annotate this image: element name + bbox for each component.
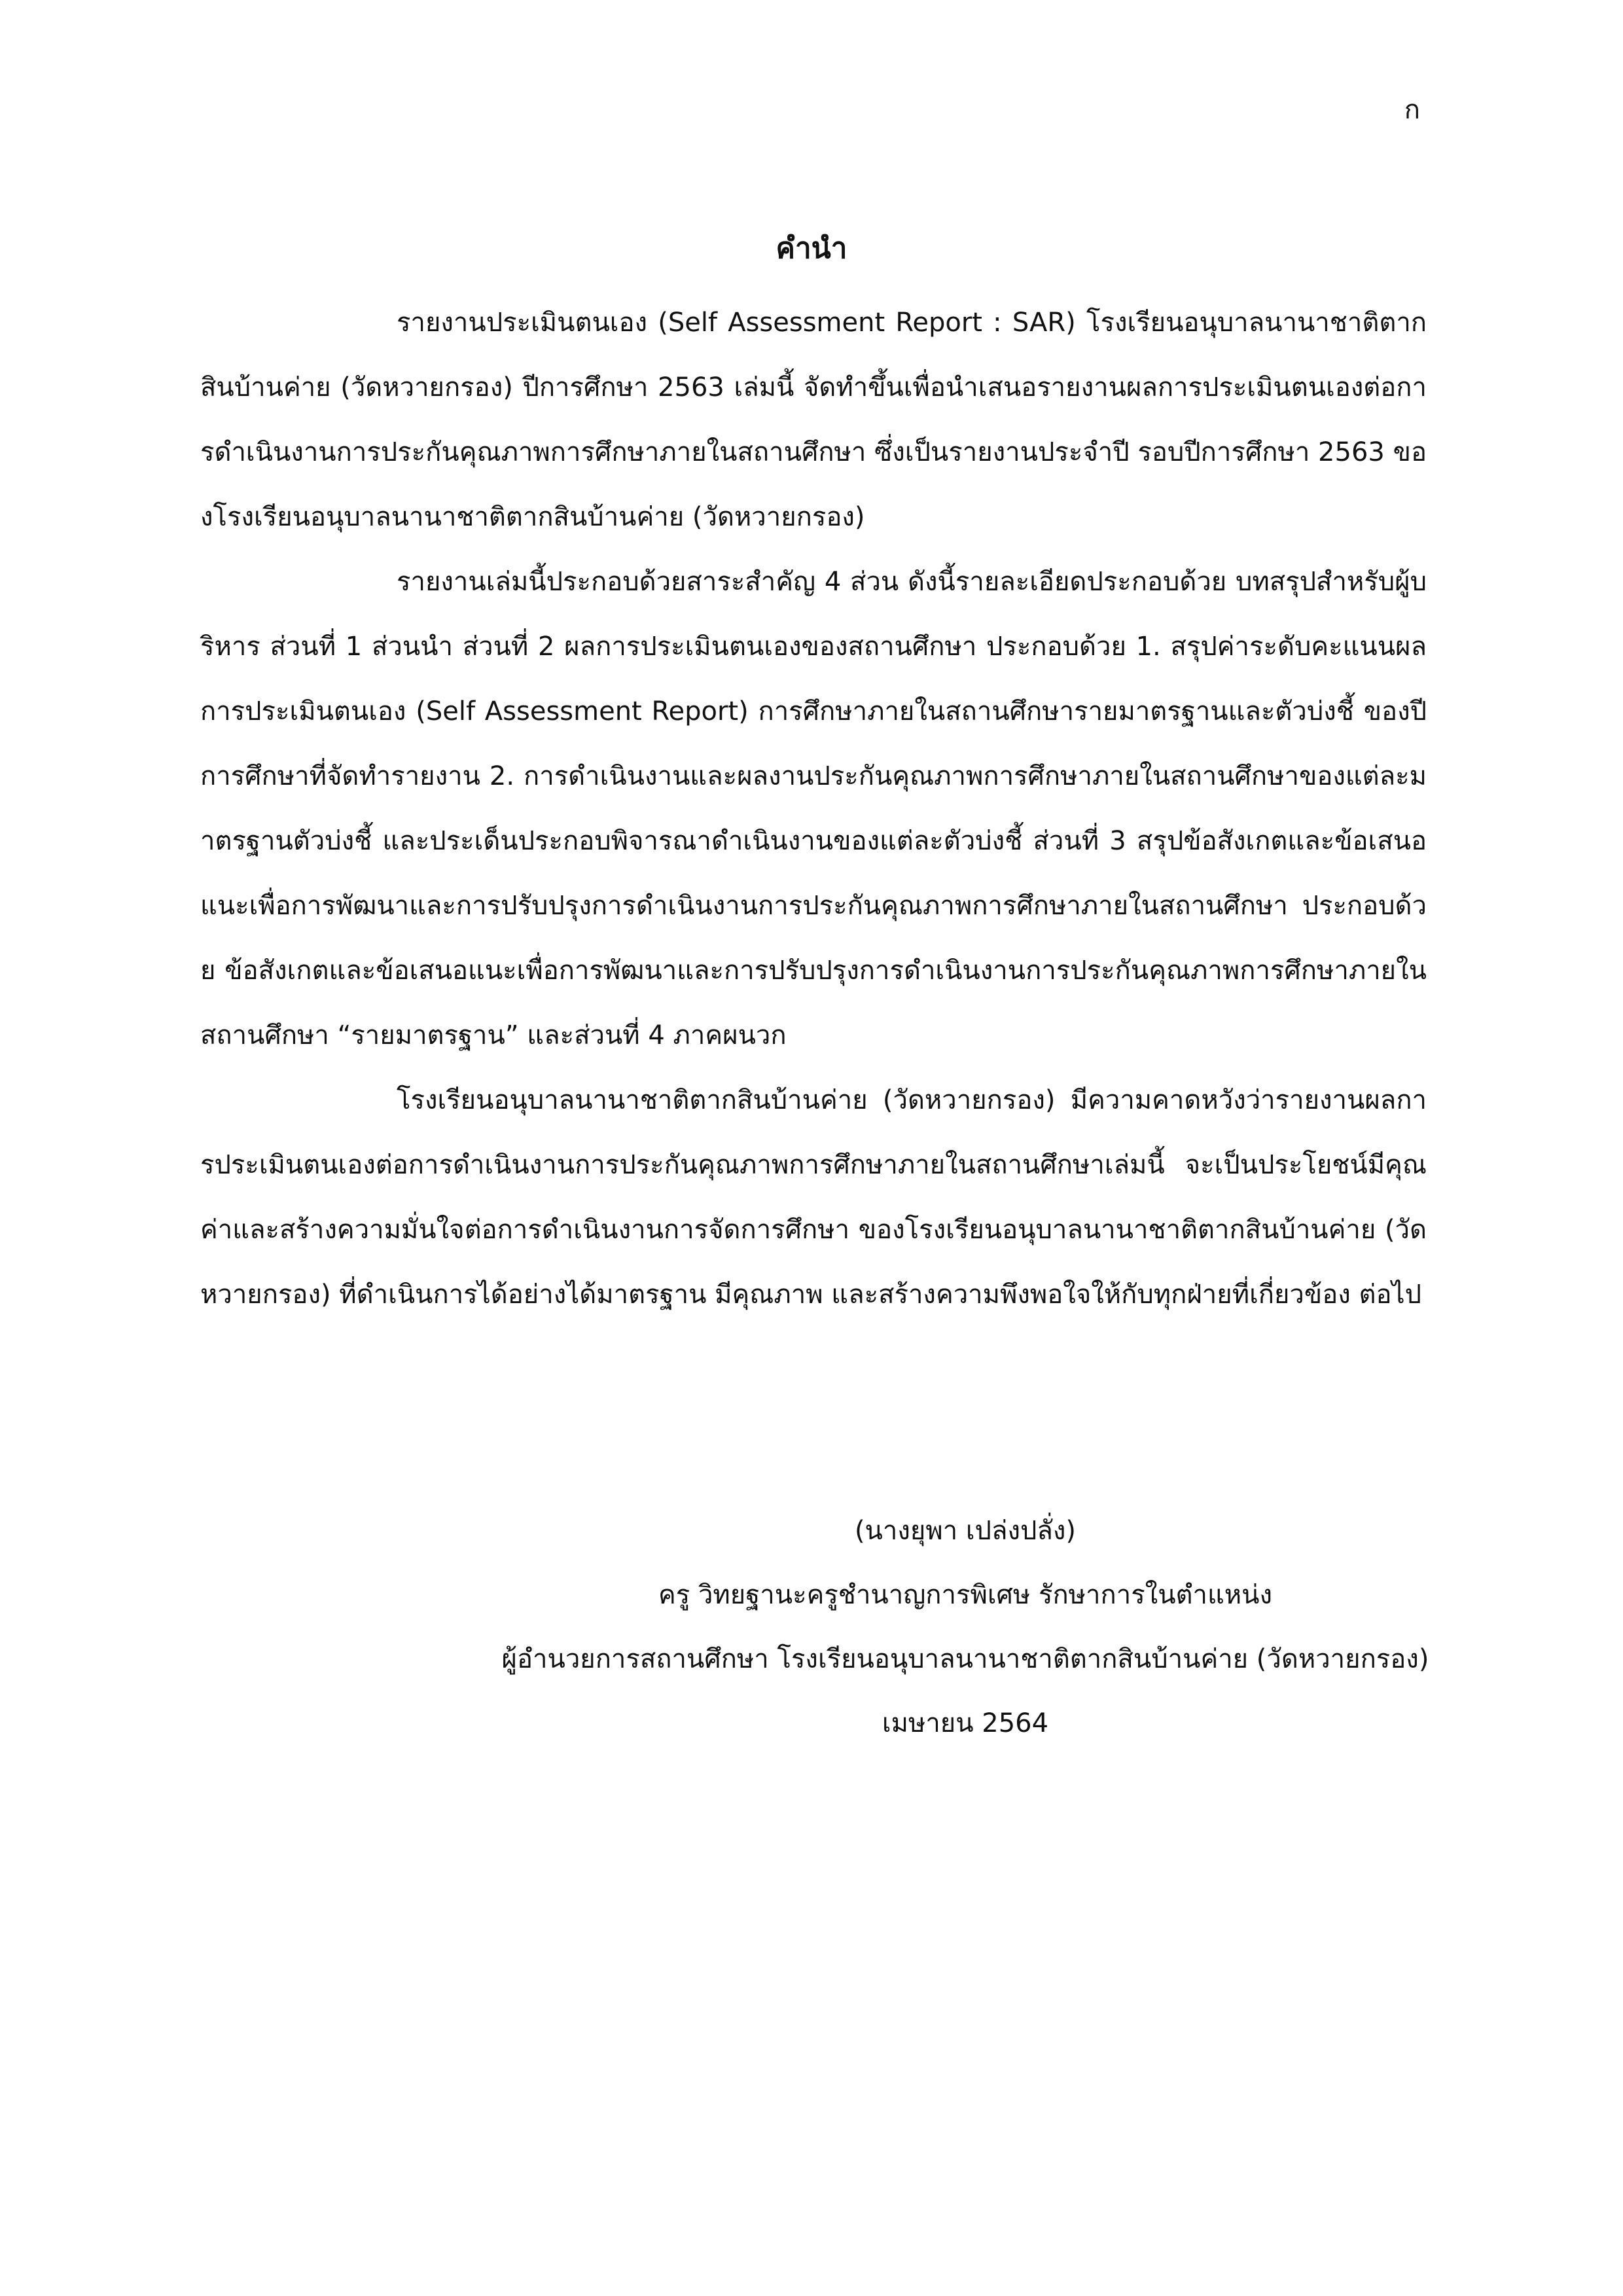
signer-name: (นางยุพา เปล่งปลั่ง) <box>854 1516 1077 1546</box>
paragraph: รายงานประเมินตนเอง (Self Assessment Report : SAR) โรงเรียนอนุบาลนานาชาติตากสินบ้านค่าย (วัดหวายกรอง) ปีการศึกษา 2563 เล่มนี้ จัดทำขึ้นเพื่อนำเสนอรายงานผลการประเมินตนเองต่อการดำเนินงานการประกันคุณภาพการศึกษาภายในสถานศึกษา ซึ่งเป็นรายงานประจำปี รอบปีการศึกษา 2563 ของโรงเรียนอนุบาลนานาชาติตากสินบ้านค่าย (วัดหวายกรอง) <box>200 308 1427 532</box>
body-text <box>200 291 1427 1327</box>
paragraph: รายงานเล่มนี้ประกอบด้วยสาระสำคัญ 4 ส่วน ดังนี้รายละเอียดประกอบด้วย บทสรุปสำหรับผู้บริหาร ส่วนที่ 1 ส่วนนำ ส่วนที่ 2 ผลการประเมินตนเองของสถานศึกษา ประกอบด้วย 1. สรุปค่าระดับคะแนนผลการประเมินตนเอง (Self Assessment Report) การศึกษาภายในสถานศึกษารายมาตรฐานและตัวบ่งชี้ ของปีการศึกษาที่จัดทำรายงาน 2. การดำเนินงานและผลงานประกันคุณภาพการศึกษาภายในสถานศึกษาของแต่ละมาตรฐานตัวบ่งชี้ และประเด็นประกอบพิจารณาดำเนินงานของแต่ละตัวบ่งชี้ ส่วนที่ 3 สรุปข้อสังเกตและข้อเสนอแนะเพื่อการพัฒนาและการปรับปรุงการดำเนินงานการประกันคุณภาพการศึกษาภายในสถานศึกษา ประกอบด้วย ข้อสังเกตและข้อเสนอแนะเพื่อการพัฒนาและการปรับปรุงการดำเนินงานการประกันคุณภาพการศึกษาภายในสถานศึกษา “รายมาตรฐาน” และส่วนที่ 4 ภาคผนวก <box>200 567 1427 1050</box>
signature-block <box>491 1499 1440 1755</box>
signer-role: ผู้อำนวยการสถานศึกษา โรงเรียนอนุบาลนานาชาติตากสินบ้านค่าย (วัดหวายกรอง) <box>501 1644 1429 1674</box>
signer-position: ครู วิทยฐานะครูชำนาญการพิเศษ รักษาการในตำแหน่ง <box>658 1580 1273 1610</box>
paragraph: โรงเรียนอนุบาลนานาชาติตากสินบ้านค่าย (วัดหวายกรอง) มีความคาดหวังว่ารายงานผลการประเมินตนเองต่อการดำเนินงานการประกันคุณภาพการศึกษาภายในสถานศึกษาเล่มนี้ จะเป็นประโยชน์มีคุณค่าและสร้างความมั่นใจต่อการดำเนินงานการจัดการศึกษา ของโรงเรียนอนุบาลนานาชาติตากสินบ้านค่าย (วัดหวายกรอง) ที่ดำเนินการได้อย่างได้มาตรฐาน มีคุณภาพ และสร้างความพึงพอใจให้กับทุกฝ่ายที่เกี่ยวข้อง ต่อไป <box>200 1085 1427 1310</box>
signature-date: เมษายน 2564 <box>882 1708 1049 1738</box>
document-title: คำนำ <box>776 232 847 265</box>
page-number: ก <box>1404 95 1420 125</box>
